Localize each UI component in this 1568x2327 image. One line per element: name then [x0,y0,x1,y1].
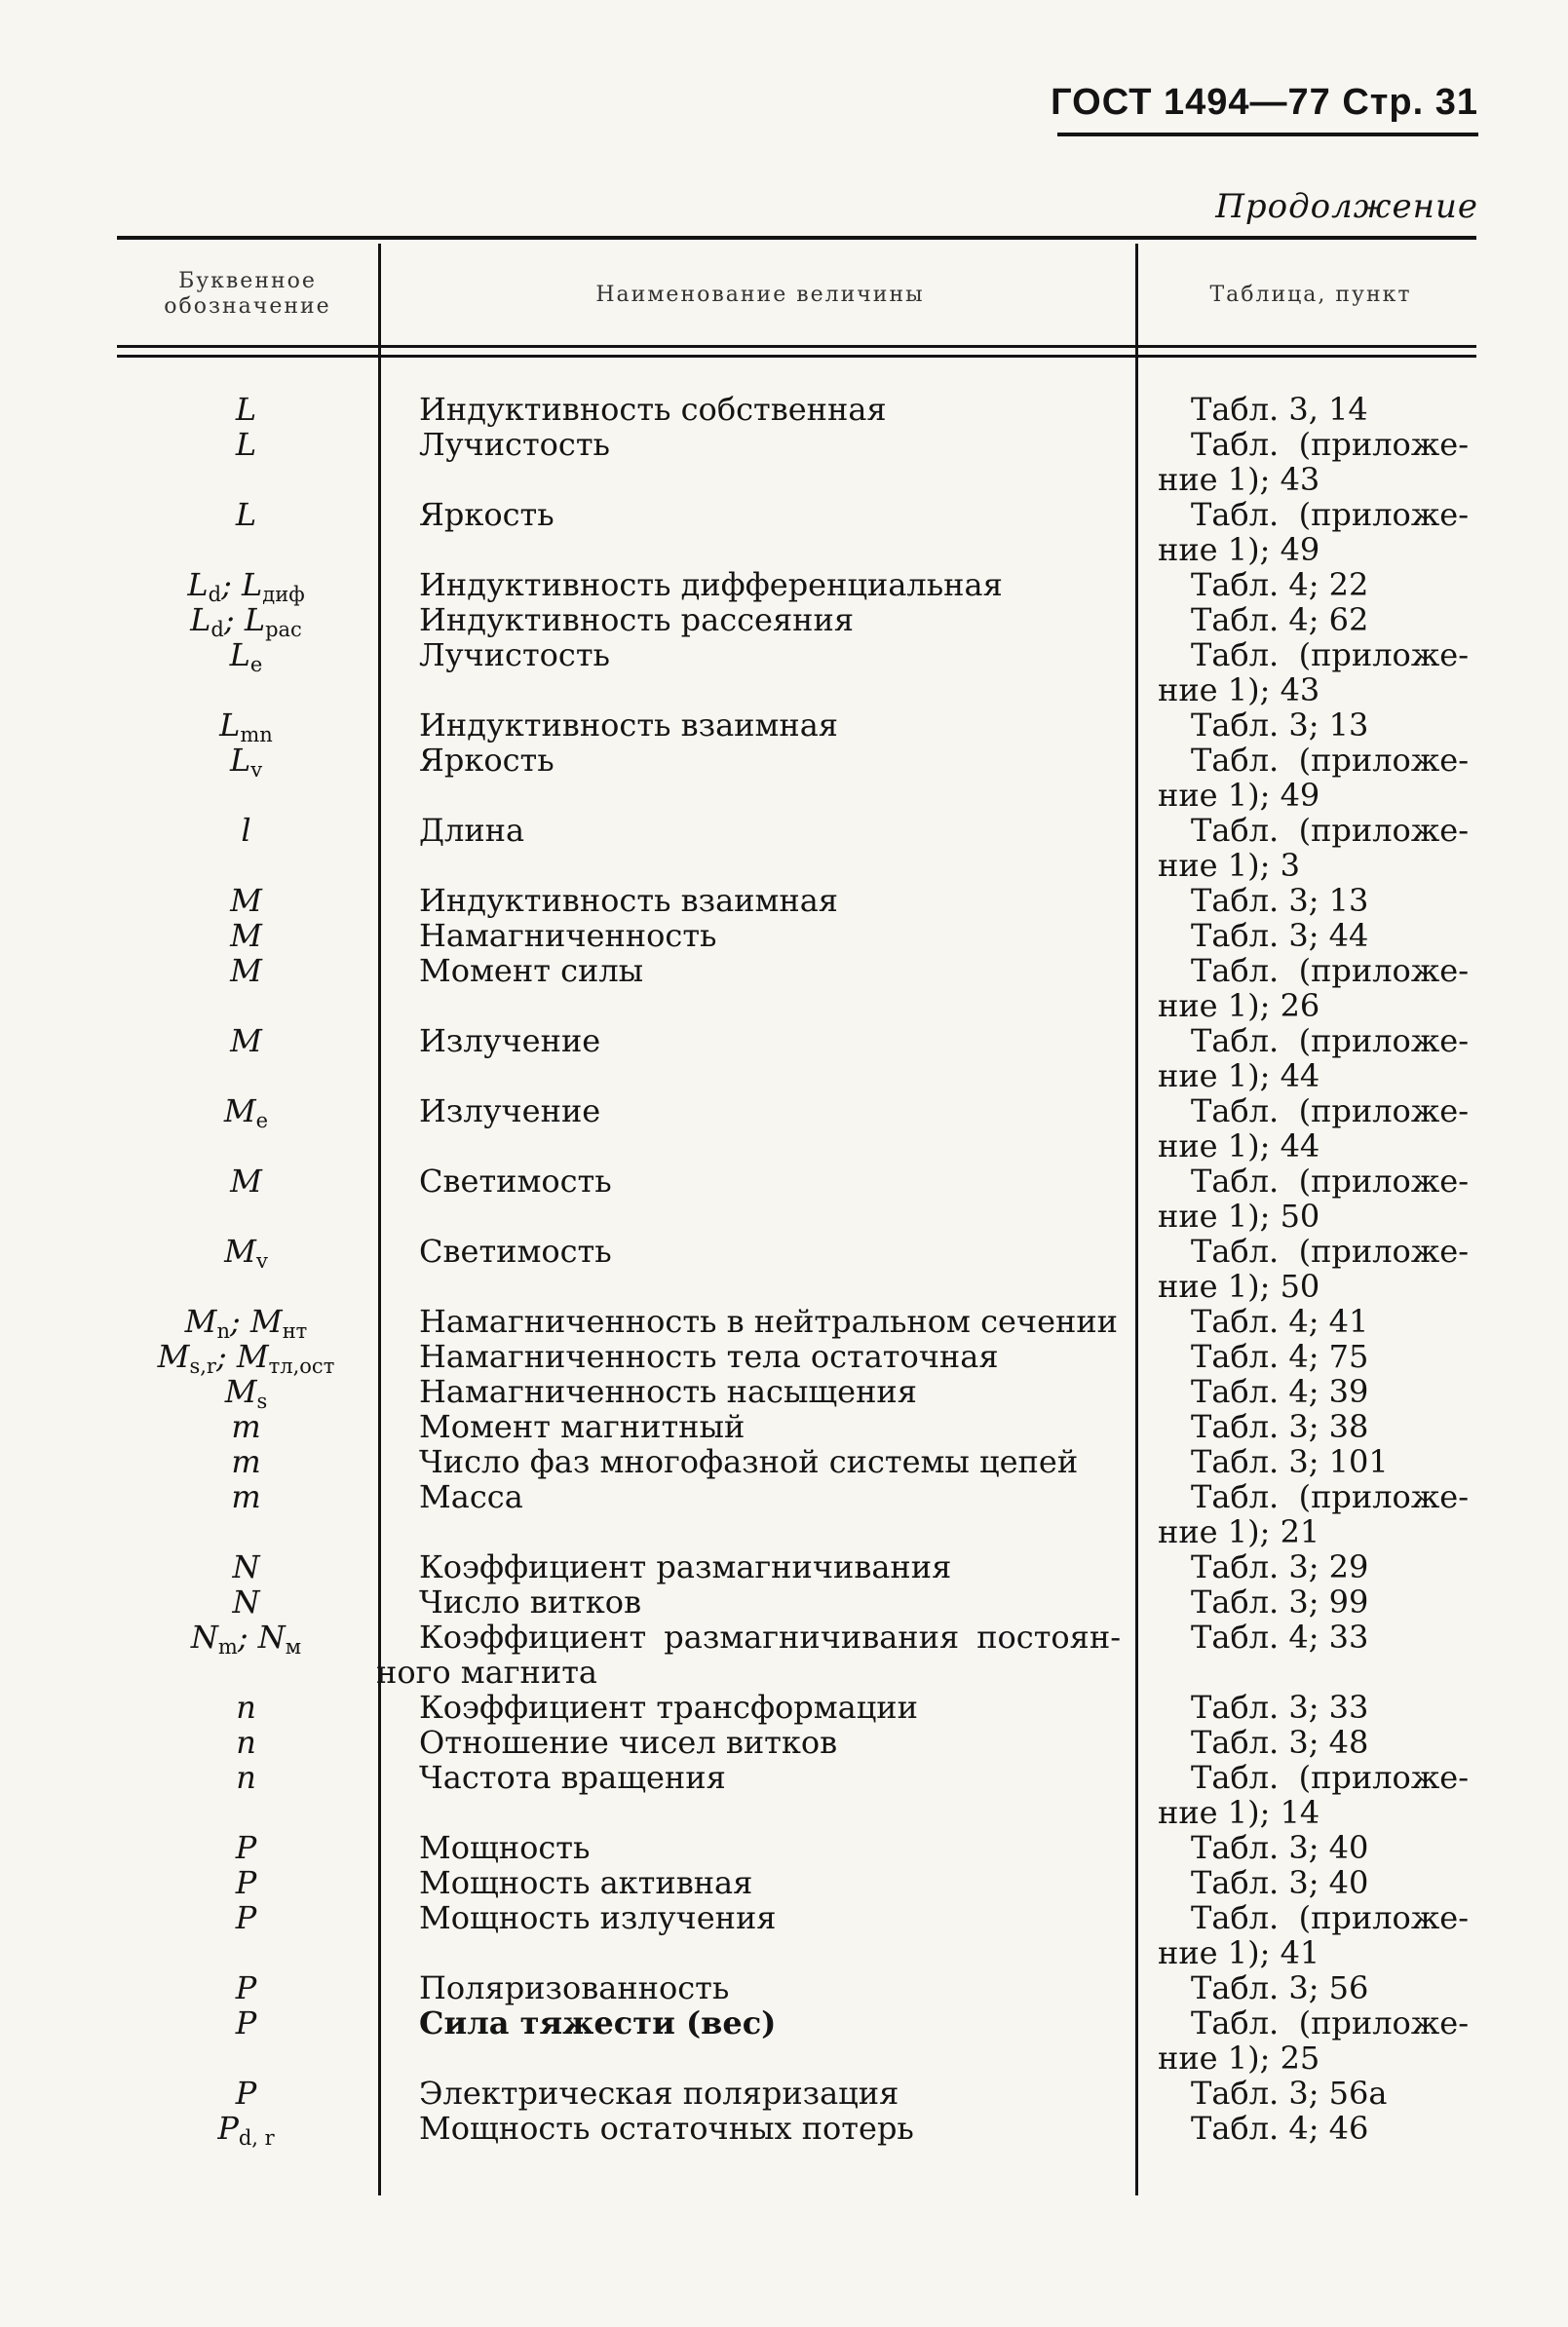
row-symbol [117,813,375,848]
column-header-symbol: Буквенное обозначение [164,269,331,319]
row-symbol [117,743,375,787]
quantity-name-text: Коэффициент трансформации [419,1689,918,1726]
reference-text: Табл. 3; 44 [1191,917,1369,954]
symbol-letter: M [223,1092,256,1129]
symbol-letter: N [232,1548,260,1585]
row-quantity-name [419,1023,1121,1058]
row-table-reference [1152,813,1469,883]
row-quantity-name [419,1830,1121,1865]
row-table-reference [1152,602,1469,637]
row-quantity-name [419,1900,1121,1935]
row-table-reference [1152,883,1469,918]
column-divider [1135,244,1138,2195]
symbol-letter: M [157,1338,190,1375]
symbol-subscript: диф [262,583,305,606]
row-table-reference [1152,2111,1469,2146]
reference-continuation: ние 1); 21 [1158,1513,1320,1550]
symbol-letter: L [187,566,209,603]
row-symbol [117,1620,375,1664]
reference-text: Табл. 3; 56а [1191,2075,1388,2112]
symbol-subscript: v [255,1249,268,1273]
row-quantity-name [376,1619,1121,1691]
row-quantity-name [419,2111,1121,2146]
row-table-reference [1152,1760,1469,1830]
row-quantity-name [419,707,1121,743]
row-symbol [117,427,375,462]
row-symbol [117,1725,375,1760]
reference-continuation: ние 1); 49 [1158,531,1320,568]
row-quantity-name [419,1374,1121,1409]
quantity-name-text: Число фаз многофазной системы цепей [419,1443,1079,1480]
row-table-reference [1152,1549,1469,1584]
symbol-letter: M [224,1373,257,1410]
column-header-ref: Таблица, пункт [1209,283,1412,307]
reference-continuation: ние 1); 26 [1158,987,1320,1024]
row-symbol [117,497,375,532]
reference-text: Табл. (приложе- [1191,1022,1469,1059]
row-quantity-name [419,1444,1121,1479]
row-table-reference [1152,1970,1469,2005]
symbol-letter: L [235,426,257,463]
symbol-subscript: тл,ост [268,1354,335,1378]
row-quantity-name [419,427,1121,462]
quantity-name-text: Намагниченность насыщения [419,1373,917,1410]
row-symbol [117,2005,375,2041]
row-table-reference [1152,1584,1469,1620]
row-symbol [117,1760,375,1795]
symbol-letter: n [236,1724,256,1761]
symbol-letter: ; N [237,1619,286,1656]
reference-text: Табл. 4; 41 [1191,1303,1369,1340]
row-table-reference [1152,707,1469,743]
row-quantity-name [419,953,1121,988]
row-quantity-name [419,2005,1121,2041]
symbol-letter: L [219,706,241,744]
reference-text: Табл. (приложе- [1191,812,1469,849]
row-symbol [117,1164,375,1199]
row-symbol [117,2076,375,2111]
reference-continuation: ние 1); 25 [1158,2040,1320,2077]
quantity-name-text: Излучение [419,1022,601,1059]
row-table-reference [1152,1620,1469,1655]
reference-text: Табл. 3; 56 [1191,1969,1369,2006]
row-symbol [117,953,375,988]
row-table-reference [1152,1164,1469,1234]
symbol-letter: M [230,917,262,954]
row-symbol [117,637,375,682]
symbol-letter: M [230,1163,262,1200]
quantity-name-text: Излучение [419,1092,601,1129]
row-table-reference [1152,1830,1469,1865]
quantity-name-text: Коэффициент размагничивания постоян- [419,1619,1121,1656]
row-table-reference [1152,1479,1469,1549]
quantity-name-text: Момент силы [419,952,644,989]
row-quantity-name [419,1970,1121,2005]
row-quantity-name [419,813,1121,848]
row-table-reference [1152,392,1469,427]
symbol-subscript: d, r [238,2126,275,2150]
row-table-reference [1152,743,1469,813]
symbol-letter: m [231,1443,261,1480]
symbol-subscript: d [210,618,224,641]
reference-text: Табл. (приложе- [1191,1163,1469,1200]
symbol-subscript: s,r [189,1354,216,1378]
quantity-name-text: Момент магнитный [419,1408,746,1445]
reference-text: Табл. 3; 99 [1191,1583,1369,1621]
row-quantity-name [419,1339,1121,1374]
reference-continuation: ние 1); 14 [1158,1794,1320,1831]
symbol-letter: l [241,812,251,849]
row-table-reference [1152,1374,1469,1409]
quantity-name-text: Мощность остаточных потерь [419,2110,914,2147]
reference-continuation: ние 1); 44 [1158,1057,1320,1094]
row-quantity-name [419,567,1121,602]
row-quantity-name [419,1164,1121,1199]
reference-continuation: ние 1); 50 [1158,1198,1320,1235]
row-table-reference [1152,2076,1469,2111]
symbol-letter: P [235,1864,257,1901]
symbol-subscript: e [255,1109,269,1132]
symbol-subscript: рас [265,618,302,641]
reference-text: Табл. (приложе- [1191,1092,1469,1129]
symbol-letter: m [231,1408,261,1445]
quantity-name-text: Намагниченность в нейтральном сечении [419,1303,1118,1340]
row-table-reference [1152,1234,1469,1304]
symbol-letter: L [229,742,251,779]
quantity-name-text: Мощность активная [419,1864,753,1901]
row-quantity-name [419,918,1121,953]
row-table-reference [1152,497,1469,567]
symbol-subscript: m [217,1635,238,1659]
quantity-name-text: Намагниченность тела остаточная [419,1338,999,1375]
row-symbol [117,1970,375,2005]
row-table-reference [1152,1725,1469,1760]
row-quantity-name [419,1479,1121,1514]
symbol-letter: P [217,2110,239,2147]
row-table-reference [1152,1690,1469,1725]
reference-text: Табл. (приложе- [1191,1899,1469,1936]
symbol-letter: m [231,1478,261,1515]
reference-text: Табл. (приложе- [1191,1478,1469,1515]
column-divider [378,244,381,2195]
reference-continuation: ние 1); 3 [1158,847,1300,884]
reference-text: Табл. (приложе- [1191,1759,1469,1796]
row-symbol [117,1900,375,1935]
quantity-name-text: Светимость [419,1163,612,1200]
table-top-rule [117,236,1476,240]
row-quantity-name [419,883,1121,918]
quantity-name-text: Яркость [419,742,555,779]
quantity-name-text: Отношение чисел витков [419,1724,838,1761]
reference-text: Табл. 3; 40 [1191,1864,1369,1901]
quantity-name-text: Намагниченность [419,917,717,954]
header-rule [1057,133,1478,136]
row-table-reference [1152,1023,1469,1093]
quantity-name-text: Индуктивность собственная [419,391,887,428]
symbol-subscript: м [285,1635,302,1659]
table-header-rule [117,345,1476,348]
reference-text: Табл. 3; 38 [1191,1408,1369,1445]
reference-text: Табл. 4; 62 [1191,601,1369,638]
reference-text: Табл. 3, 14 [1191,391,1368,428]
row-table-reference [1152,637,1469,707]
quantity-name-text: Индуктивность взаимная [419,882,838,919]
symbol-letter: M [230,882,262,919]
row-symbol [117,2111,375,2155]
symbol-letter: M [230,952,262,989]
row-quantity-name [419,392,1121,427]
reference-text: Табл. (приложе- [1191,426,1469,463]
quantity-name-text: Лучистость [419,426,610,463]
row-symbol [117,918,375,953]
row-quantity-name [419,602,1121,637]
symbol-letter: M [224,1233,256,1270]
row-symbol [117,1584,375,1620]
row-symbol [117,1444,375,1479]
quantity-name-text: Яркость [419,496,555,533]
quantity-name-text: Лучистость [419,636,610,673]
symbol-letter: L [229,636,250,673]
row-symbol [117,1549,375,1584]
symbol-letter: ; L [223,601,266,638]
symbol-letter: M [230,1022,262,1059]
row-quantity-name [419,1760,1121,1795]
row-quantity-name [419,1690,1121,1725]
row-table-reference [1152,427,1469,497]
reference-text: Табл. (приложе- [1191,952,1469,989]
row-symbol [117,1409,375,1444]
row-table-reference [1152,953,1469,1023]
quantity-name-text: Коэффициент размагничивания [419,1548,952,1585]
continuation-label: Продолжение [1215,187,1478,226]
row-symbol [117,392,375,427]
symbol-letter: P [235,2075,257,2112]
symbol-letter: L [235,496,257,533]
reference-text: Табл. (приложе- [1191,1233,1469,1270]
column-header-name: Наименование величины [595,283,925,307]
quantity-name-text: Индуктивность рассеяния [419,601,854,638]
symbol-subscript: e [249,653,263,676]
symbols-table [117,236,1476,2190]
reference-text: Табл. (приложе- [1191,496,1469,533]
row-symbol [117,1093,375,1138]
row-quantity-name [419,1549,1121,1584]
row-symbol [117,1865,375,1900]
row-symbol [117,1830,375,1865]
row-quantity-name [419,743,1121,778]
quantity-name-text: Электрическая поляризация [419,2075,899,2112]
symbol-letter: P [235,1969,257,2006]
row-symbol [117,883,375,918]
symbol-subscript: v [250,758,263,782]
row-table-reference [1152,1900,1469,1970]
reference-text: Табл. 3; 29 [1191,1548,1369,1585]
symbol-subscript: mn [240,723,273,746]
page-header: ГОСТ 1494—77 Стр. 31 [1051,82,1478,123]
reference-text: Табл. 3; 48 [1191,1724,1369,1761]
reference-continuation: ние 1); 50 [1158,1268,1320,1305]
symbol-subscript: s [256,1390,268,1413]
symbol-letter: n [236,1689,256,1726]
quantity-name-text: Сила тяжести (вес) [419,2004,777,2041]
quantity-name-continuation: ного магнита [376,1654,597,1691]
symbol-subscript: n [216,1319,230,1343]
reference-text: Табл. 4; 39 [1191,1373,1369,1410]
row-table-reference [1152,567,1469,602]
reference-text: Табл. (приложе- [1191,636,1469,673]
reference-text: Табл. (приложе- [1191,2004,1469,2041]
row-quantity-name [419,497,1121,532]
reference-continuation: ние 1); 43 [1158,671,1320,708]
reference-text: Табл. (приложе- [1191,742,1469,779]
row-table-reference [1152,918,1469,953]
row-symbol [117,1690,375,1725]
reference-text: Табл. 3; 40 [1191,1829,1369,1866]
quantity-name-text: Длина [419,812,525,849]
symbol-letter: ; M [229,1303,283,1340]
row-quantity-name [419,1725,1121,1760]
row-quantity-name [419,1304,1121,1339]
quantity-name-text: Светимость [419,1233,612,1270]
row-table-reference [1152,2005,1469,2076]
row-table-reference [1152,1409,1469,1444]
reference-text: Табл. 4; 46 [1191,2110,1369,2147]
row-table-reference [1152,1339,1469,1374]
reference-text: Табл. 4; 22 [1191,566,1369,603]
symbol-letter: L [190,601,211,638]
reference-text: Табл. 3; 101 [1191,1443,1389,1480]
row-quantity-name [419,1409,1121,1444]
reference-continuation: ние 1); 41 [1158,1934,1320,1971]
reference-text: Табл. 4; 75 [1191,1338,1369,1375]
row-quantity-name [419,1093,1121,1128]
symbol-subscript: d [208,583,222,606]
reference-text: Табл. 4; 33 [1191,1619,1369,1656]
row-quantity-name [419,637,1121,672]
row-quantity-name [419,1234,1121,1269]
row-symbol [117,1023,375,1058]
symbol-letter: ; M [215,1338,269,1375]
symbol-letter: N [232,1583,260,1621]
row-table-reference [1152,1865,1469,1900]
row-quantity-name [419,1584,1121,1620]
quantity-name-text: Индуктивность дифференциальная [419,566,1003,603]
quantity-name-text: Число витков [419,1583,642,1621]
quantity-name-text: Масса [419,1478,523,1515]
symbol-letter: M [184,1303,217,1340]
symbol-letter: ; L [221,566,263,603]
reference-continuation: ние 1); 44 [1158,1127,1320,1164]
quantity-name-text: Индуктивность взаимная [419,706,838,744]
row-symbol [117,1479,375,1514]
symbol-letter: n [236,1759,256,1796]
row-table-reference [1152,1093,1469,1164]
table-header-rule [117,355,1476,358]
reference-continuation: ние 1); 43 [1158,461,1320,498]
symbol-letter: L [235,391,257,428]
reference-text: Табл. 3; 13 [1191,706,1369,744]
reference-text: Табл. 3; 33 [1191,1689,1369,1726]
reference-text: Табл. 3; 13 [1191,882,1369,919]
quantity-name-text: Частота вращения [419,1759,726,1796]
symbol-letter: P [235,1899,257,1936]
symbol-letter: P [235,2004,257,2041]
row-table-reference [1152,1304,1469,1339]
row-quantity-name [419,2076,1121,2111]
symbol-letter: N [190,1619,218,1656]
row-table-reference [1152,1444,1469,1479]
reference-continuation: ние 1); 49 [1158,777,1320,814]
symbol-letter: P [235,1829,257,1866]
quantity-name-text: Мощность [419,1829,591,1866]
row-symbol [117,1234,375,1278]
symbol-subscript: нт [282,1319,308,1343]
row-quantity-name [419,1865,1121,1900]
quantity-name-text: Мощность излучения [419,1899,777,1936]
quantity-name-text: Поляризованность [419,1969,730,2006]
